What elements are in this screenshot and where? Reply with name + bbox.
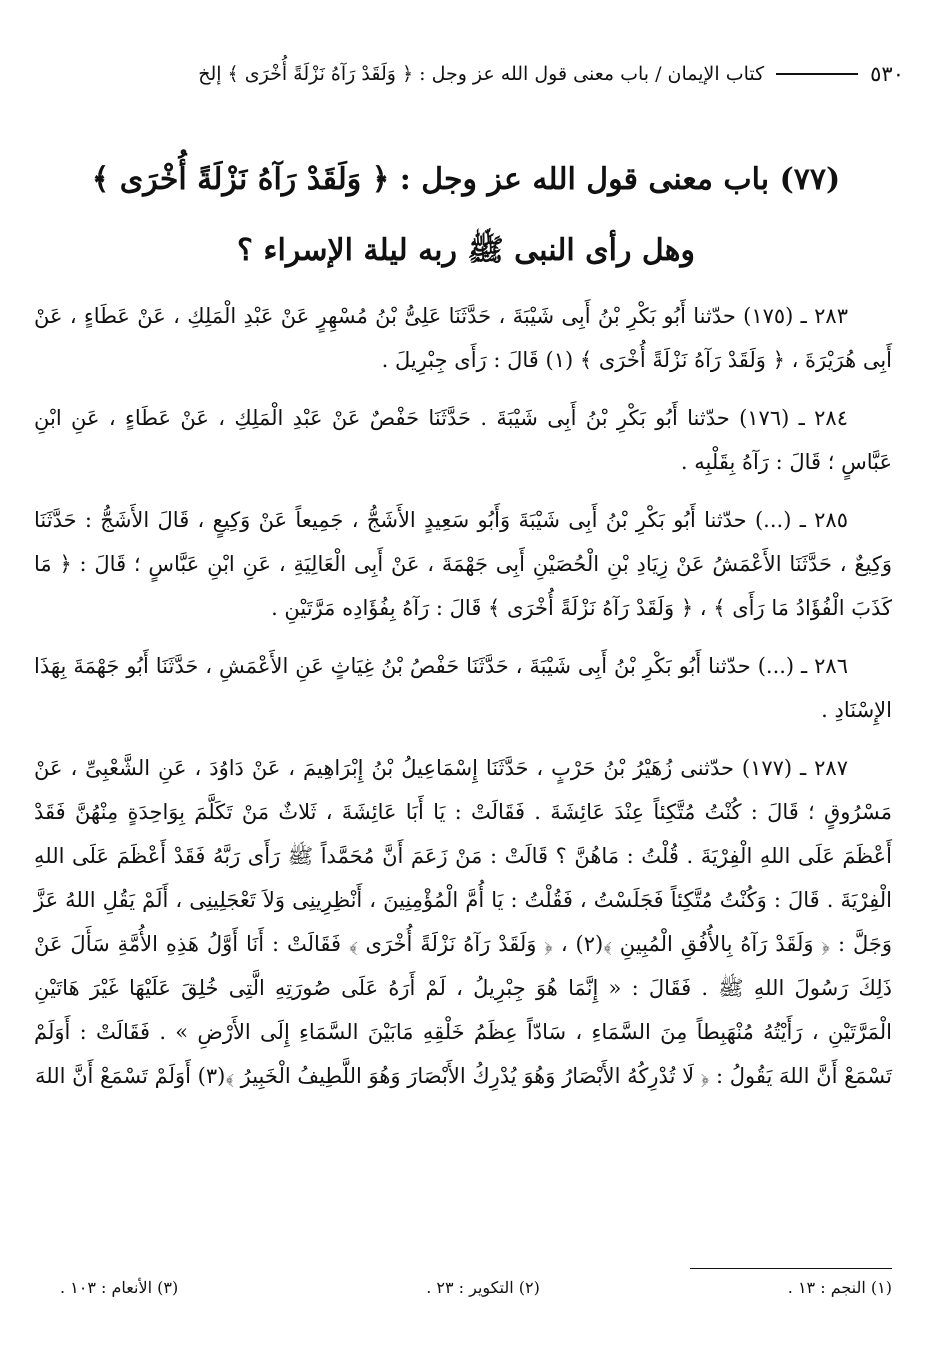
chapter-subtitle: وهل رأى النبى ﷺ ربه ليلة الإسراء ؟	[237, 233, 695, 268]
running-header	[28, 52, 904, 96]
hadith-body	[34, 294, 892, 1112]
hadith-paragraph: ٢٨٣ ـ (١٧٥) حدّثنا أَبُو بَكْرِ بْنُ أَبِى شَيْبَةَ ، حَدَّثَنَا عَلِىُّ بْنُ مُسْهِرٍ عَنْ عَبْدِ الْمَلِكِ ، عَنْ عَطَاءٍ ، عَنْ أَبِى هُرَيْرَةَ ، ﴿ وَلَقَدْ رَآهُ نَزْلَةً أُخْرَى ﴾ (١) قَالَ : رَأَى جِبْرِيلَ .	[34, 304, 892, 372]
footnotes	[60, 1278, 892, 1297]
hadith-paragraph: ٢٨٤ ـ (١٧٦) حدّثنا أَبُو بَكْرِ بْنُ أَبِى شَيْبَةَ . حَدَّثَنَا حَفْصٌ عَنْ عَبْدِ الْمَلِكِ ، عَنْ عَطَاءٍ ، عَنِ ابْنِ عَبَّاسٍ ؛ قَالَ : رَآهُ بِقَلْبِه .	[34, 406, 892, 474]
hadith-paragraph: ٢٨٦ ـ (...) حدّثنا أَبُو بَكْرِ بْنُ أَبِى شَيْبَةَ ، حَدَّثَنَا حَفْصُ بْنُ غِيَاثٍ عَنِ الأَعْمَشِ ، حَدَّثَنَا أَبُو جَهْمَةَ بِهَذَا الإِسْنَادِ .	[34, 654, 892, 722]
page-number: ٥٣٠	[870, 62, 904, 86]
running-title: كتاب الإيمان / باب معنى قول الله عز وجل : ﴿ وَلَقَدْ رَآهُ نَزْلَةً أُخْرَى ﴾ إلخ	[198, 63, 765, 85]
footnote-rule	[690, 1268, 892, 1269]
hadith-paragraph: ٢٨٧ ـ (١٧٧) حدّثنى زُهَيْرُ بْنُ حَرْبٍ ، حَدَّثَنَا إِسْمَاعِيلُ بْنُ إِبْرَاهِيمَ ، عَنْ دَاوُدَ ، عَنِ الشَّعْبِىِّ ، عَنْ مَسْرُوقٍ ؛ قَالَ : كُنْتُ مُتَّكِئاً عِنْدَ عَائِشَةَ . فَقَالَتْ : يَا أَبَا عَائِشَةَ ، ثَلاثٌ مَنْ تَكَلَّمَ بِوَاحِدَةٍ مِنْهُنَّ فَقَدْ أَعْظَمَ عَلَى اللهِ الْفِرْيَةَ . قُلْتُ : مَاهُنَّ ؟ قَالَتْ : مَنْ زَعَمَ أَنَّ مُحَمَّداً ﷺ رَأَى رَبَّهُ فَقَدْ أَعْظَمَ عَلَى اللهِ الْفِرْيَةَ . قَالَ : وَكُنْتُ مُتَّكِئاً فَجَلَسْتُ ، فَقُلْتُ : يَا أُمَّ الْمُؤْمِنِينَ ، أَنْظِرِينِى وَلاَ تَعْجَلِينِى ، أَلَمْ يَقُلِ اللهُ عَزَّ وَجَلَّ : ﴿ وَلَقَدْ رَآهُ بِالأُفُقِ الْمُبِينِ ﴾(٢) ، ﴿ وَلَقَدْ رَآهُ نَزْلَةً أُخْرَى ﴾ فَقَالَتْ : أَنَا أَوَّلُ هَذِهِ الأُمَّةِ سَأَلَ عَنْ ذَلِكَ رَسُولَ اللهِ ﷺ . فَقَالَ : « إِنَّمَا هُوَ جِبْرِيلُ ، لَمْ أَرَهُ عَلَى صُورَتِهِ الَّتِى خُلِقَ عَلَيْهَا غَيْرَ هَاتَيْنِ الْمَرَّتَيْنِ ، رَأَيْتُهُ مُنْهَبِطاً مِنَ السَّمَاءِ ، سَادّاً عِظَمُ خَلْقِهِ مَابَيْنَ السَّمَاءِ إِلَى الأَرْضِ » . فَقَالَتْ : أَوَلَمْ تَسْمَعْ أَنَّ اللهَ يَقُولُ : ﴿ لَا تُدْرِكُهُ الأَبْصَارُ وَهُوَ يُدْرِكُ الأَبْصَارَ وَهُوَ اللَّطِيفُ الْخَبِيرُ ﴾(٣) أَوَلَمْ تَسْمَعْ أَنَّ اللهَ	[34, 756, 892, 1088]
footnote: (٣) الأنعام : ١٠٣ .	[60, 1278, 179, 1297]
footnote: (١) النجم : ١٣ .	[787, 1278, 892, 1297]
hadith-paragraph: ٢٨٥ ـ (...) حدّثنا أَبُو بَكْرِ بْنُ أَبِى شَيْبَةَ وَأَبُو سَعِيدٍ الأَشَجُّ ، جَمِيعاً عَنْ وَكِيعٍ ، قَالَ الأَشَجُّ : حَدَّثَنَا وَكِيعٌ ، حَدَّثَنَا الأَعْمَشُ عَنْ زِيَادِ بْنِ الْحُصَيْنِ أَبِى جَهْمَةَ ، عَنْ أَبِى الْعَالِيَةِ ، عَنِ ابْنِ عَبَّاسٍ ؛ قَالَ : ﴿ مَا كَذَبَ الْفُؤَادُ مَا رَأَى ﴾ ، ﴿ وَلَقَدْ رَآهُ نَزْلَةً أُخْرَى ﴾ قَالَ : رَآهُ بِفُؤَادِه مَرَّتَيْنِ .	[34, 508, 892, 620]
footnote: (٢) التكوير : ٢٣ .	[426, 1278, 540, 1297]
header-rule	[776, 73, 858, 75]
chapter-title: (٧٧) باب معنى قول الله عز وجل : ﴿ وَلَقَدْ رَآهُ نَزْلَةً أُخْرَى ﴾	[91, 162, 841, 197]
